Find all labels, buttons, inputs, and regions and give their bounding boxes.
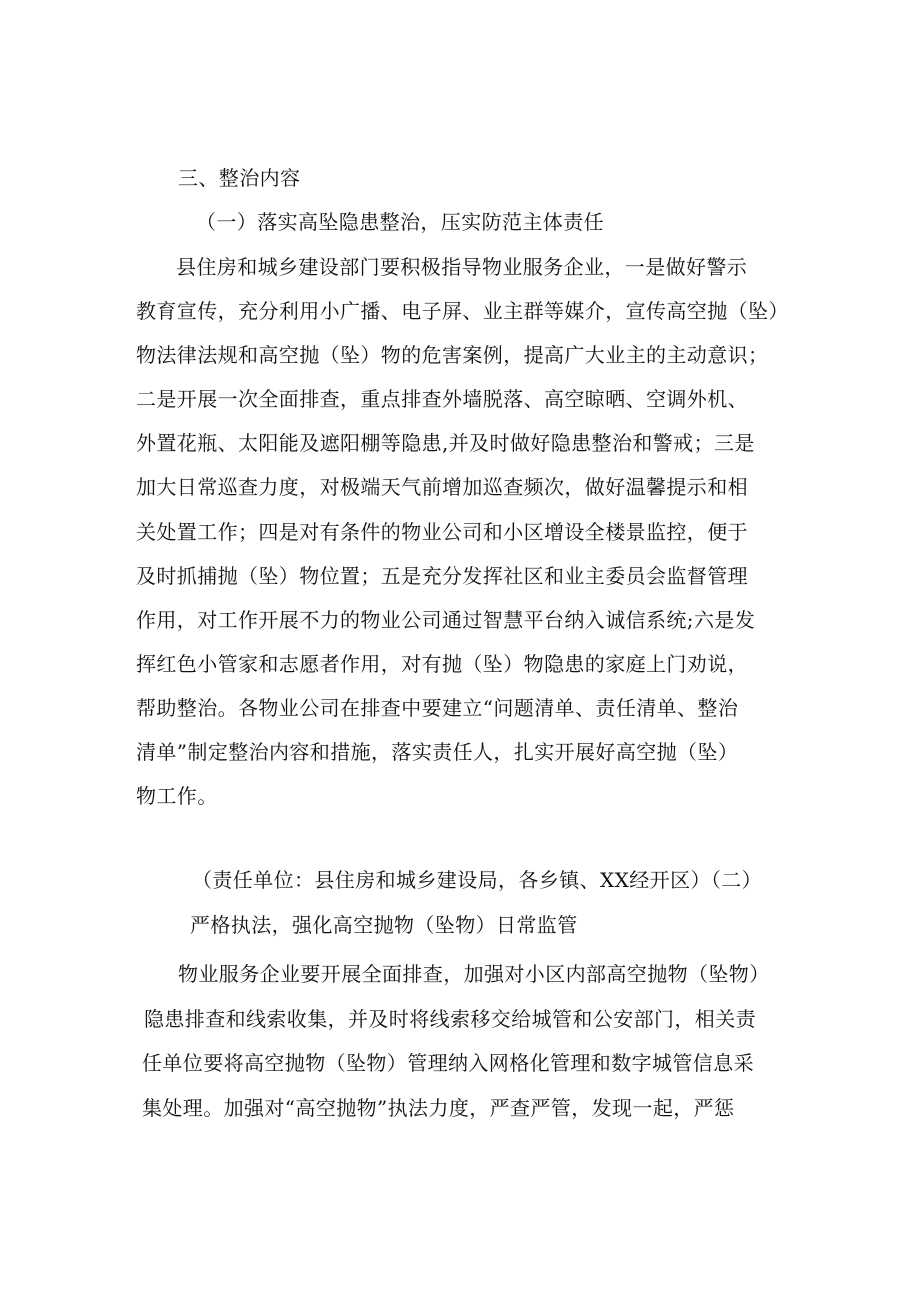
paragraph-1-line: 清单”制定整治内容和措施，落实责任人，扎实开展好高空抛（坠） xyxy=(136,740,739,764)
paragraph-1-line: 及时抓捕抛（坠）物位置；五是充分发挥社区和业主委员会监督管理 xyxy=(136,564,748,588)
paragraph-1-line: 外置花瓶、太阳能及遮阳棚等隐患,并及时做好隐患整治和警戒；三是 xyxy=(136,431,755,455)
subheading-1: （一）落实高坠隐患整治，压实防范主体责任 xyxy=(196,210,604,234)
paragraph-1-line: 物工作。 xyxy=(136,784,218,808)
paragraph-1-line: 加大日常巡查力度，对极端天气前增加巡查频次，做好温馨提示和相 xyxy=(136,475,748,499)
paragraph-1-line: 县住房和城乡建设部门要积极指导物业服务企业，一是做好警示 xyxy=(176,255,748,279)
paragraph-1-line: 物法律法规和高空抛（坠）物的危害案例，提高广大业主的主动意识； xyxy=(136,343,769,367)
paragraph-1-line: 教育宣传，充分利用小广播、电子屏、业主群等媒介，宣传高空抛（坠） xyxy=(136,299,789,323)
paragraph-1-line: 作用，对工作开展不力的物业公司通过智慧平台纳入诚信系统;六是发 xyxy=(136,608,756,632)
paragraph-2-line: 物业服务企业要开展全面排查，加强对小区内部高空抛物（坠物） xyxy=(178,962,770,986)
paragraph-1-line: 二是开展一次全面排查，重点排查外墙脱落、高空晾晒、空调外机、 xyxy=(136,387,748,411)
paragraph-2-line: 隐患排查和线索收集，并及时将线索移交给城管和公安部门，相关责 xyxy=(144,1007,756,1031)
paragraph-2-line: 任单位要将高空抛物（坠物）管理纳入网格化管理和数字城管信息采 xyxy=(142,1051,754,1075)
paragraph-1-line: 关处置工作；四是对有条件的物业公司和小区增设全楼景监控，便于 xyxy=(136,520,748,544)
paragraph-2-line: 集处理。加强对“高空抛物”执法力度，严查严管，发现一起，严惩 xyxy=(142,1096,735,1120)
responsibility-line: （责任单位：县住房和城乡建设局，各乡镇、XX经开区）（二） xyxy=(192,868,763,892)
subheading-2: 严格执法，强化高空抛物（坠物）日常监管 xyxy=(190,913,578,937)
paragraph-1-line: 帮助整治。各物业公司在排查中要建立“问题清单、责任清单、整治 xyxy=(136,696,739,720)
section-heading: 三、整治内容 xyxy=(178,166,301,190)
paragraph-1-line: 挥红色小管家和志愿者作用，对有抛（坠）物隐患的家庭上门劝说， xyxy=(136,652,748,676)
